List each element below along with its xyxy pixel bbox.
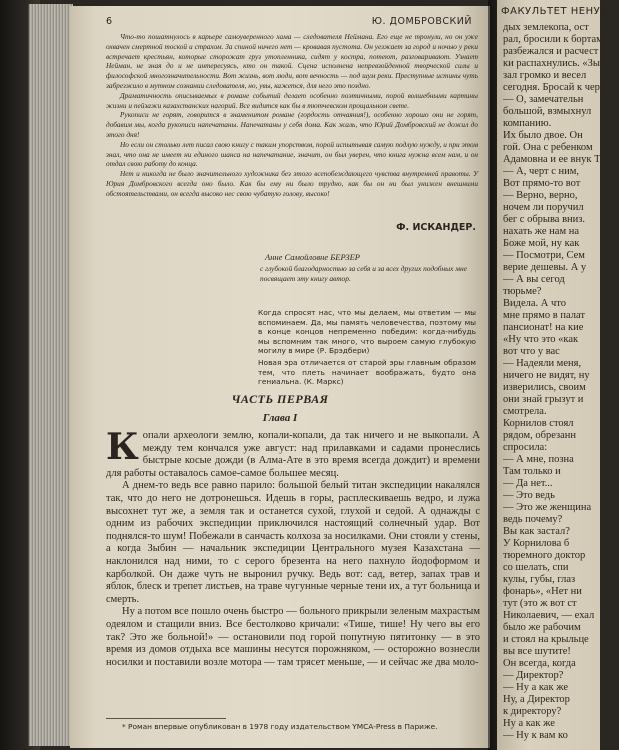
facing-page-line: — Это ведь [503,490,555,501]
foreword-paragraph: Но если он столько лет писал свою книгу с таким упорством, порой испытывая самую подлую нужду, и при этом знал, что она не имеет ни единого шанса на напечатание, значит, он был уверен, что книга нужна всем нам, и он отдал свою работу до конца. [106,139,478,169]
facing-page-line: и стоял на крыльце [503,634,589,645]
facing-page-line: сегодня. Бросай к чер [503,82,600,93]
foreword-paragraph: Драматичность описываемых в романе событий делает особенно поэтичными, порой волшебными картины жизни и пейзажи казахстанских нагорий. Все видится как бы в тютчевском прощальном свете. [106,90,478,110]
facing-page-line: компанию. [503,118,552,129]
facing-page-line: Вы как застал? [503,526,570,537]
facing-running-title: ФАКУЛЬТЕТ НЕНУЖН [501,6,619,17]
facing-page-line: ведь почему? [503,514,563,525]
facing-page-line: со шелать, спи [503,562,569,573]
facing-page-line: У Корнилова б [503,538,570,549]
chapter-body [106,426,480,669]
facing-page-line: — О, замечательн [503,94,584,105]
facing-page-line: — Ну а как же [503,682,568,693]
footnote-rule [106,718,226,719]
chapter-title: Глава I [262,412,298,424]
facing-page-line: Адамовна и ее внук Т [503,154,601,165]
epigraph-bradbury: Когда спросят нас, что мы делаем, мы ответим — мы вспоминаем. Да, мы память человечества, поэтому мы в конце концов непременно победим: когда-нибудь мы вспомним так много, что выроем самую глубокую могилу в мире (Р. Брэдбери) [258,308,476,356]
facing-page-line: тюрьме? [503,286,542,297]
body-paragraph-text: опали археологи землю, копали-копали, да так ничего и не выкопали. А между тем кончался уже август: над прилавками и садами пронеслись быстрые косые дожди (в Алма-Ате в это время всегда дождит) и времени для работы оставалось самое-самое большее месяц. [106,430,480,479]
facing-page-line: — Да нет... [503,478,553,489]
facing-page-line: Он всегда, когда [503,658,576,669]
epigraph-marx: Новая эра отличается от старой эры главным образом тем, что плеть начинает воображать, будто она гениальна. (К. Маркс) [258,358,476,387]
facing-page-line: Николаевич, — ехал [503,610,595,621]
facing-page-line: ки распахнулись. «Зы [503,58,600,69]
facing-page-line: Их было двое. Он [503,130,583,141]
drop-cap: К [106,426,139,468]
dedication-text: с глубокой благодарностью за себя и за всех других подобных мне посвящает эту книгу автор. [260,264,467,283]
facing-page-line: гой. Она с ребенком [503,142,593,153]
facing-page-line: — Это же женщина [503,502,592,513]
facing-page-line: смотрела. [503,406,547,417]
facing-page-line: было же рабочим [503,622,581,633]
footnote: * Роман впервые опубликован в 1978 году издательством YMCA-Press в Париже. [122,722,438,731]
facing-page-line: рал, бросили к бортам [503,34,603,45]
left-page [70,6,490,748]
part-title: ЧАСТЬ ПЕРВАЯ [231,392,329,406]
facing-page-line: ничего не видят, ну [503,370,590,381]
facing-page-line: «Ну что это «как [503,334,579,345]
facing-page-line: зал громко и весел [503,70,587,81]
facing-page [497,0,619,750]
facing-page-line: Видела. А что [503,298,566,309]
foreword-paragraph: Нет и никогда не было значительного художника без этого всепобеждающего чувства внутренней правоты. У Юрия Домбровского всегда оно было. Как бы ему ни было трудно, как бы он ни был унижен внешними обстоятельствами, он всегда высоко нес свою чубатую голову, высоко! [106,169,478,198]
facing-page-line: вот что у вас [503,346,560,357]
foreword-text [106,32,478,199]
facing-page-line: Там только и [503,466,561,477]
body-paragraph [106,426,480,480]
foreword-signature: Ф. ИСКАНДЕР. [396,222,476,233]
page-stack-edge [28,4,73,746]
foreword-paragraph: Что-то пошатнулось в карьере самоуверенного хама — следователя Неймана. Его еще не тронули, но он уже охвачен смертной тоской и страхом. За спиной ничего нет — кровавая пустота. Он уезжает за город и ночью у реки встречает крестьян, которые сторожат груз утопленника, сидят у костра, потеют, разговаривают. Узнает Нейман, не зная до и не интересуясь, кто он такой. Сцена исполнена непревзойденной творческой силы и философской многозначительности. Вот жизнь, вот люди, вот вечность — под шум реки. Преступные истины чуть забрезжило в мутном сознании следователя, но, увы, кажется, для него это поздно. [106,32,478,90]
facing-page-line: тюремного доктор [503,550,586,561]
facing-page-line: ночем ли поручил [503,202,584,213]
facing-page-line: спросила: [503,442,548,453]
facing-page-line: — А мне, позна [503,454,574,465]
body-paragraph: Ну а потом все пошло очень быстро — больного прикрыли зеленым махрастым одеялом и стащили вниз. Все бестолково кричали: «Тише, тише! Ну чего вы его так? Это же больной!» — остановили под горой попутную пятитонку — в это время из домов отдыха все машины несутся порожняком, — осторожно вознесли носилки и поставили возле мотора — там трясет меньше, — и сейчас же два моло- [106,606,480,668]
foreword-paragraph: Рукописи не горят, говорится в знаменитом романе (гордость отчаяния!), особенно хорошо они не горят, добавим мы, когда рукописи напечатаны. Напечатаны у себя дома. Как жаль, что Юрий Домбровский не дожил до этого дня! [106,110,478,139]
running-head-author: Ю. ДОМБРОВСКИЙ [371,16,472,27]
facing-page-line: Корнилов стоял [503,418,574,429]
facing-page-line: кулы, губы, глаз [503,574,576,585]
facing-page-line: большой, взмыхнул [503,106,592,117]
facing-page-line: — Верно, верно, [503,190,578,201]
facing-page-line: — Надеяли меня, [503,358,582,369]
facing-page-line: разбежался и расчест [503,46,599,57]
facing-page-line: тут (это ж вот ст [503,598,577,609]
body-paragraph: А днем-то ведь все равно парило: большой белый титан экспедиции накалялся так, что до него не дотронешься. Идешь в горы, расплескиваешь ведро, и лужа высохнет тут же, а земля так и останется сухой, глухой и седой. А однажды с одним из рабочих экспедиции приключился настоящий солнечный удар. Вот поднялся-то шум! Побежали в санчасть колхоза за носилками. Они стояли у стены, а когда Зыбин — начальник экспедиции Центрального музея Казахстана — наклонился над ними, то с серого брезента на него пахнуло йодоформом и карболкой. Он даже чуть не выронил ручку. Ведь вот: сад, ветер, запах трав и яблок, блеск и трепет листьев, на траве чугунные черные тени их, а тут больница и смерть. [106,480,480,605]
dedication-name: Анне Самойловне БЕРЗЕР [265,252,360,262]
facing-page-line: Ну а как же [503,718,555,729]
facing-page-line: — Директор? [503,670,564,681]
facing-page-line: — А вы сегод [503,274,565,285]
facing-page-line: — Посмотри, Сем [503,250,585,261]
facing-page-line: они знай грызут и [503,394,584,405]
facing-page-line: пансионат! на кие [503,322,584,333]
page-header [106,16,472,32]
facing-page-line: Ну, а Директор [503,694,570,705]
facing-page-line: мне прямо в палат [503,310,585,321]
page-number: 6 [106,16,113,27]
facing-page-line: к директору? [503,706,562,717]
facing-page-line: вы все шутите! [503,646,571,657]
facing-page-line: рядом, обрезанн [503,430,577,441]
facing-page-line: дых землекопа, ост [503,22,589,33]
facing-page-line: верие дешевы. А у [503,262,587,273]
facing-page-line: — А, черт с ним, [503,166,580,177]
facing-page-line: Боже мой, ну как [503,238,580,249]
facing-page-line: — Ну к вам ко [503,730,568,741]
facing-page-line: изверились, своим [503,382,586,393]
facing-page-line: бег с обрыва вниз. [503,214,586,225]
facing-page-line: нахать же нам на [503,226,580,237]
facing-page-line: фонарь», «Нет ни [503,586,582,597]
facing-page-line: Вот прямо-то вот [503,178,581,189]
